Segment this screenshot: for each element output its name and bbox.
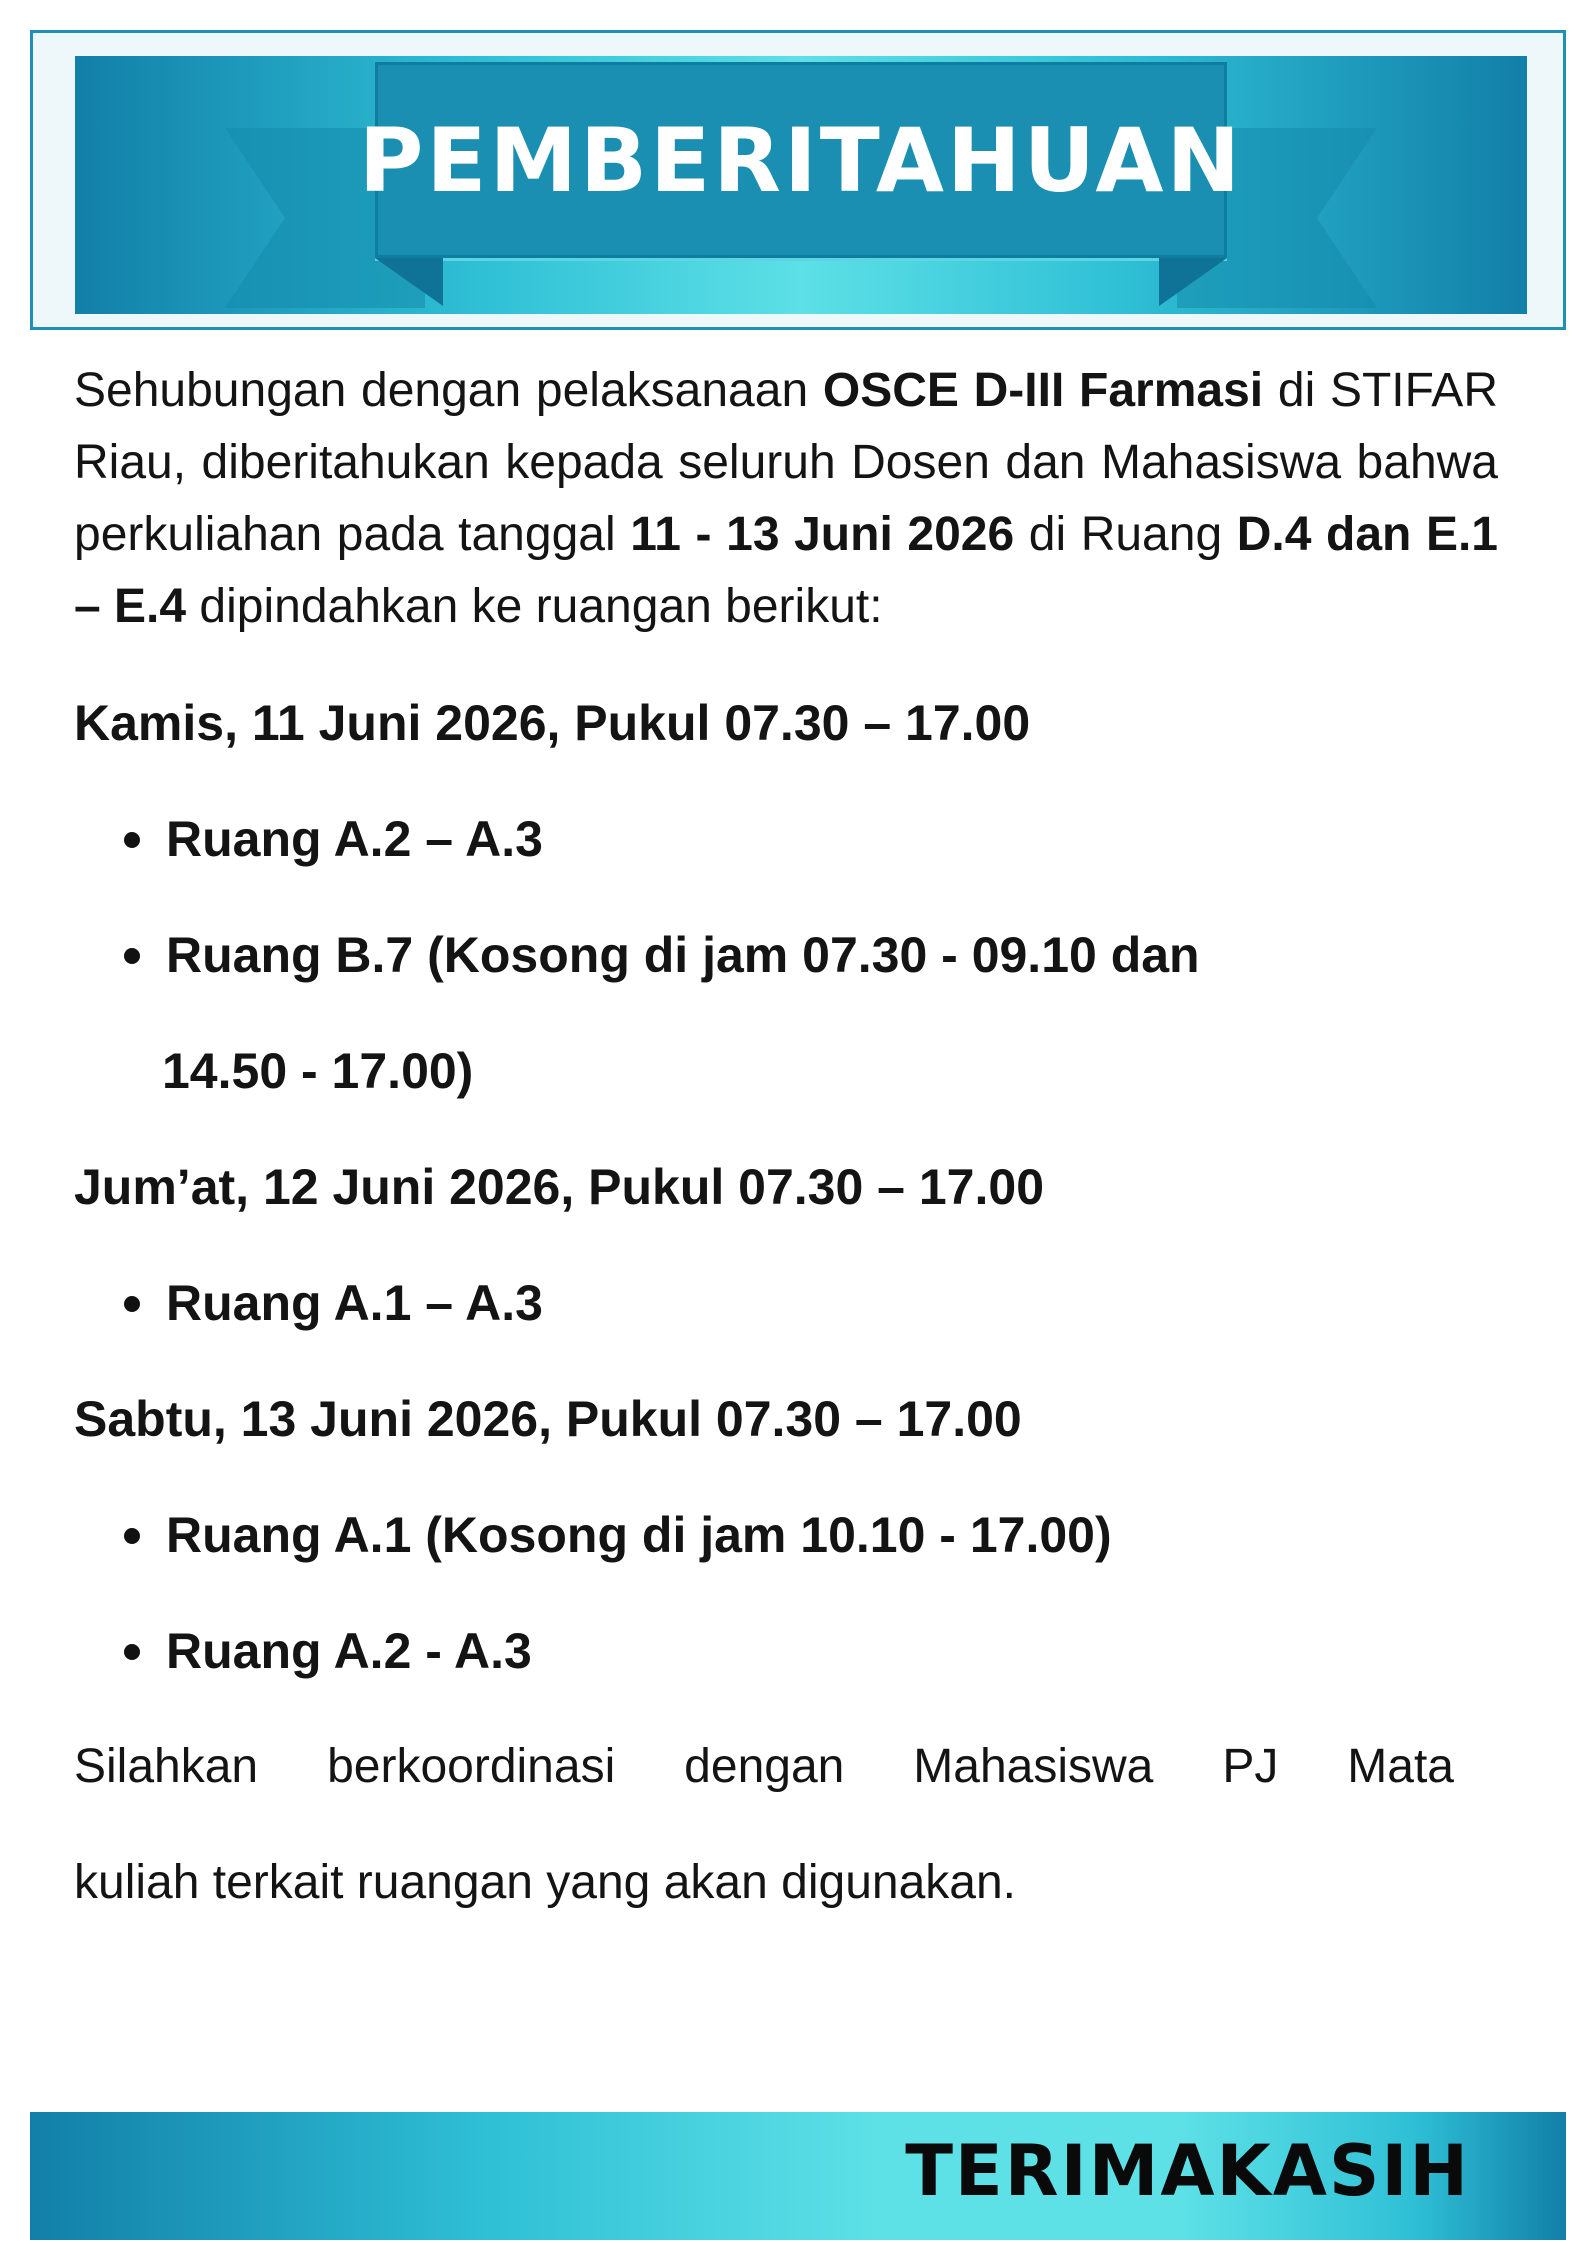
closing-line-2: kuliah terkait ruangan yang akan digunakan. xyxy=(74,1856,1016,1909)
ribbon xyxy=(358,62,1244,258)
bullet-icon xyxy=(124,832,140,848)
room-item: Ruang A.1 (Kosong di jam 10.10 - 17.00) xyxy=(124,1499,1498,1571)
schedule-day-3: Sabtu, 13 Juni 2026, Pukul 07.30 – 17.00 xyxy=(74,1391,1022,1447)
closing-line-1: Silahkan berkoordinasi dengan Mahasiswa PJ Mata xyxy=(74,1740,1454,1793)
room-list-2 xyxy=(74,1267,1498,1339)
room-item: Ruang A.2 - A.3 xyxy=(124,1615,1498,1687)
intro-bold-1: OSCE D-III Farmasi xyxy=(822,364,1264,417)
bullet-icon xyxy=(124,1528,140,1544)
room-item: Ruang B.7 (Kosong di jam 07.30 - 09.10 dan 14.50 - 17.00) xyxy=(124,919,1498,1107)
footer-thanks: TERIMAKASIH xyxy=(905,2130,1470,2212)
intro-paragraph xyxy=(74,355,1498,643)
announcement-body xyxy=(74,355,1498,1919)
header-banner xyxy=(30,30,1566,330)
room-list-3 xyxy=(74,1499,1498,1687)
room-item: Ruang A.2 – A.3 xyxy=(124,803,1498,875)
room-list-1 xyxy=(74,803,1498,1107)
room-item: Ruang A.1 – A.3 xyxy=(124,1267,1498,1339)
schedule-day-2: Jum’at, 12 Juni 2026, Pukul 07.30 – 17.00 xyxy=(74,1159,1044,1215)
bullet-icon xyxy=(124,1644,140,1660)
intro-text-3: di Ruang xyxy=(1014,508,1237,561)
intro-bold-2: 11 - 13 Juni 2026 xyxy=(630,508,1015,561)
intro-text-2: di STIFAR Riau, diberitahukan kepada seluruh Dosen dan Mahasiswa bahwa perkuliahan pada tanggal xyxy=(74,364,1498,561)
intro-text-1: Sehubungan dengan pelaksanaan xyxy=(74,364,823,417)
intro-bold-3: D.4 dan E.1 – E.4 xyxy=(74,508,1498,633)
room-item-continuation: 14.50 - 17.00) xyxy=(162,1043,474,1099)
intro-text-4: dipindahkan ke ruangan berikut: xyxy=(186,580,883,633)
page-title: PEMBERITAHUAN xyxy=(358,108,1244,212)
footer-banner xyxy=(30,2112,1566,2240)
bullet-icon xyxy=(124,948,140,964)
bullet-icon xyxy=(124,1296,140,1312)
header-band xyxy=(75,56,1527,314)
schedule-day-1: Kamis, 11 Juni 2026, Pukul 07.30 – 17.00 xyxy=(74,695,1031,751)
